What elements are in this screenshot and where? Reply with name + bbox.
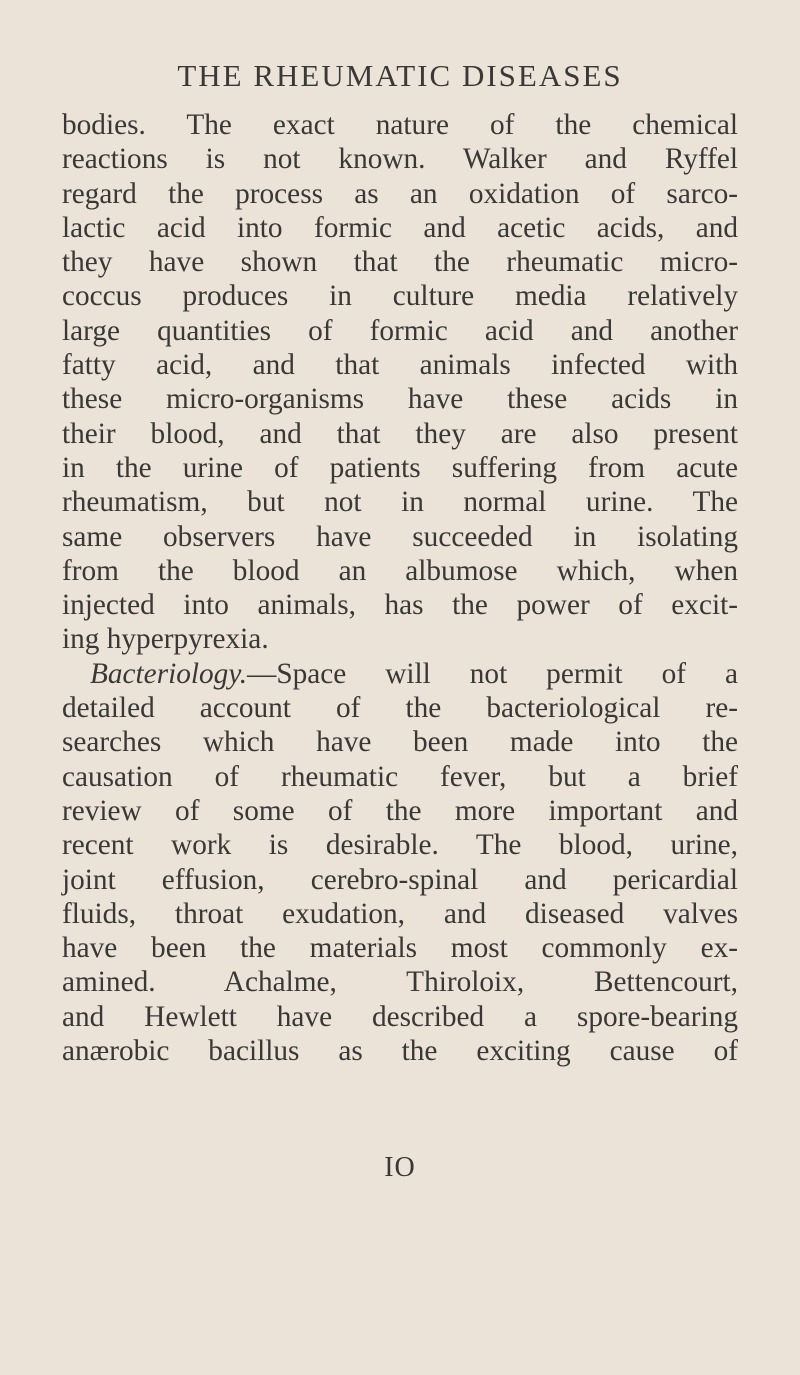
text-line: review of some of the more important and bbox=[62, 794, 738, 827]
text-line: ing hyperpyrexia. bbox=[62, 623, 269, 656]
text-line: have been the materials most commonly ex- bbox=[62, 932, 738, 965]
section-first-line bbox=[62, 657, 738, 691]
text-line: causation of rheumatic fever, but a brief bbox=[62, 760, 738, 793]
text-line: amined. Achalme, Thiroloix, Bettencourt, bbox=[62, 966, 738, 999]
text-line: regard the process as an oxidation of sarco- bbox=[62, 177, 738, 210]
text-line: joint effusion, cerebro-spinal and pericardial bbox=[62, 863, 738, 896]
text-line: fluids, throat exudation, and diseased valves bbox=[62, 897, 738, 930]
text-line: recent work is desirable. The blood, urine, bbox=[62, 829, 738, 862]
text-line: and Hewlett have described a spore-bearing bbox=[62, 1000, 738, 1033]
text-line: reactions is not known. Walker and Ryffel bbox=[62, 143, 738, 176]
text-line: detailed account of the bacteriological re- bbox=[62, 692, 738, 725]
page-number: IO bbox=[384, 1152, 416, 1183]
text-line: they have shown that the rheumatic micro- bbox=[62, 246, 738, 279]
text-line: anærobic bacillus as the exciting cause of bbox=[62, 1035, 738, 1068]
text-line: lactic acid into formic and acetic acids, and bbox=[62, 211, 738, 244]
running-head: THE RHEUMATIC DISEASES bbox=[177, 58, 623, 93]
text-line: their blood, and that they are also present bbox=[62, 417, 738, 450]
text-line: from the blood an albumose which, when bbox=[62, 554, 738, 587]
text-line: searches which have been made into the bbox=[62, 726, 738, 759]
section-first-line-text: —Space will not permit of a bbox=[247, 657, 738, 690]
text-line: in the urine of patients suffering from acute bbox=[62, 451, 738, 484]
text-line: same observers have succeeded in isolating bbox=[62, 520, 738, 553]
body-text bbox=[62, 108, 738, 1068]
text-line: rheumatism, but not in normal urine. The bbox=[62, 486, 738, 519]
text-line: fatty acid, and that animals infected with bbox=[62, 349, 738, 382]
text-line: bodies. The exact nature of the chemical bbox=[62, 109, 738, 141]
text-line: large quantities of formic acid and another bbox=[62, 314, 738, 347]
section-heading: Bacteriology. bbox=[90, 657, 248, 690]
text-line: coccus produces in culture media relatively bbox=[62, 280, 738, 313]
text-line: these micro-organisms have these acids in bbox=[62, 383, 738, 416]
text-line: injected into animals, has the power of excit- bbox=[62, 589, 738, 622]
